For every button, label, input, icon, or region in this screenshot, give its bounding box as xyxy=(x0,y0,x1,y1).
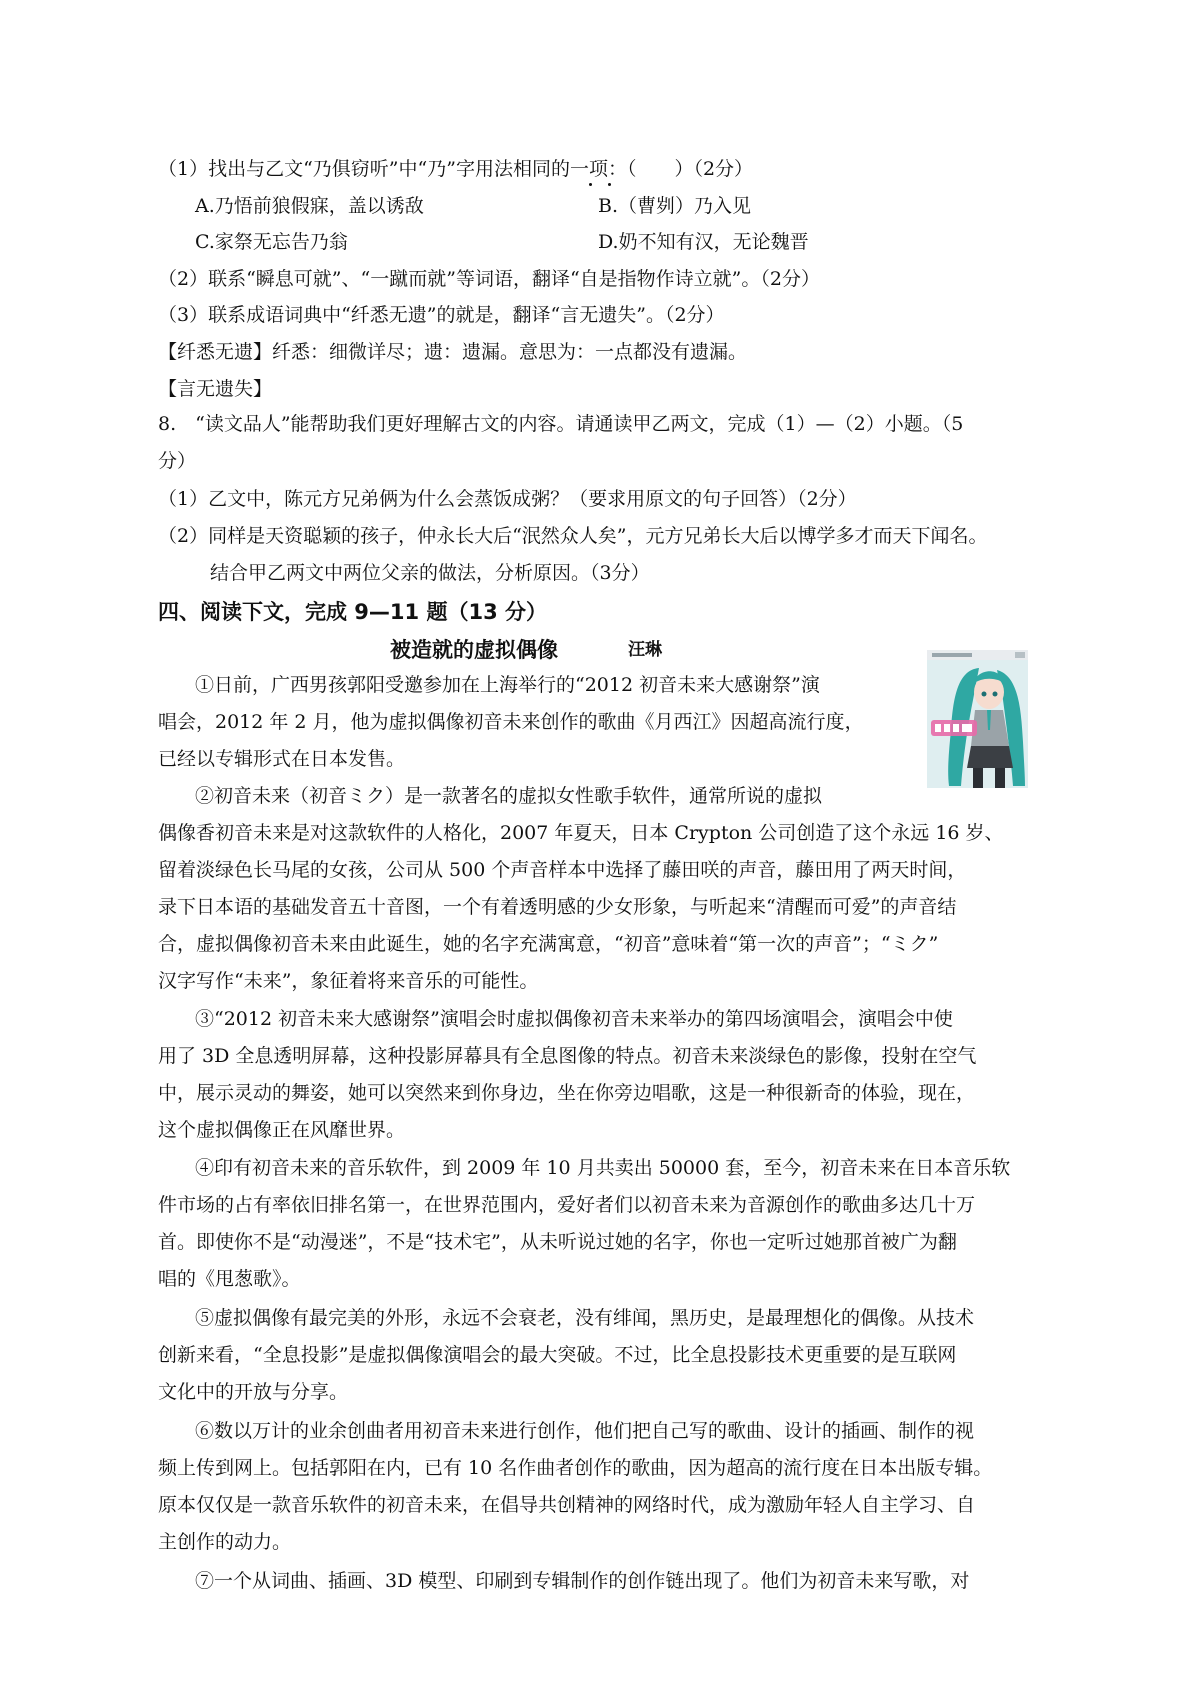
question-7-2: （2）联系“瞬息可就”、“一蹴而就”等词语，翻译“自是指物作诗立就”。（2分） xyxy=(158,268,820,290)
article-line: 录下日本语的基础发音五十音图，一个有着透明感的少女形象，与听起来“清醒而可爱”的声音结 xyxy=(158,896,957,918)
article-line: 唱的《甩葱歌》。 xyxy=(158,1268,301,1290)
article-line: ④印有初音未来的音乐软件，到 2009 年 10 月共卖出 50000 套，至今，初音未来在日本音乐软 xyxy=(195,1157,1011,1179)
article-line: ⑥数以万计的业余创曲者用初音未来进行创作，他们把自己写的歌曲、设计的插画、制作的视 xyxy=(195,1420,975,1442)
emphasis-dot xyxy=(589,183,592,186)
article-line: 偶像香初音未来是对这款软件的人格化，2007 年夏天，日本 Crypton 公司创造了这个永远 16 岁、 xyxy=(158,822,1004,844)
article-line: ⑦一个从词曲、插画、3D 模型、印刷到专辑制作的创作链出现了。他们为初音未来写歌，对 xyxy=(195,1570,970,1592)
article-line: 文化中的开放与分享。 xyxy=(158,1381,349,1403)
article-line: 已经以专辑形式在日本发售。 xyxy=(158,748,406,770)
question-8-1: （1）乙文中，陈元方兄弟俩为什么会蒸饭成粥？（要求用原文的句子回答）（2分） xyxy=(158,488,857,510)
question-8-2: （2）同样是天资聪颖的孩子，仲永长大后“泯然众人矣”，元方兄弟长大后以博学多才而天下闻名。 xyxy=(158,525,988,547)
article-line: 创新来看，“全息投影”是虚拟偶像演唱会的最大突破。不过，比全息投影技术更重要的是互联网 xyxy=(158,1344,957,1366)
question-8-stem-cont: 分） xyxy=(158,450,197,472)
article-line: 合，虚拟偶像初音未来由此诞生，她的名字充满寓意，“初音”意味着“第一次的声音”；“ミク” xyxy=(158,933,939,955)
article-line: ③“2012 初音未来大感谢祭”演唱会时虚拟偶像初音未来举办的第四场演唱会，演唱会中使 xyxy=(195,1008,953,1030)
article-author: 汪琳 xyxy=(628,640,662,660)
answer-label: 【言无遗失】 xyxy=(158,378,273,400)
article-title: 被造就的虚拟偶像 xyxy=(390,638,558,662)
question-7-1: （1）找出与乙文“乃俱窃听”中“乃”字用法相同的一项：（ ）（2分） xyxy=(158,158,754,180)
article-line: 这个虚拟偶像正在风靡世界。 xyxy=(158,1119,406,1141)
option-a: A.乃悟前狼假寐，盖以诱敌 xyxy=(195,195,424,217)
article-line: 用了 3D 全息透明屏幕，这种投影屏幕具有全息图像的特点。初音未来淡绿色的影像，投射在空气 xyxy=(158,1045,977,1067)
section-heading: 四、阅读下文，完成 9—11 题（13 分） xyxy=(158,600,547,624)
option-b: B.（曹刿）乃入见 xyxy=(598,195,752,217)
article-line: ①日前，广西男孩郭阳受邀参加在上海举行的“2012 初音未来大感谢祭”演 xyxy=(195,674,820,696)
article-line: 留着淡绿色长马尾的女孩，公司从 500 个声音样本中选择了藤田咲的声音，藤田用了两天时间， xyxy=(158,859,967,881)
question-8-2-cont: 结合甲乙两文中两位父亲的做法，分析原因。（3分） xyxy=(210,562,650,584)
article-line: 件市场的占有率依旧排名第一，在世界范围内，爱好者们以初音未来为音源创作的歌曲多达几十万 xyxy=(158,1194,976,1216)
article-line: 唱会，2012 年 2 月，他为虚拟偶像初音未来创作的歌曲《月西江》因超高流行度， xyxy=(158,711,864,733)
article-line: ⑤虚拟偶像有最完美的外形，永远不会衰老，没有绯闻，黑历史，是最理想化的偶像。从技术 xyxy=(195,1307,975,1329)
vocaloid-cover-image xyxy=(927,650,1028,788)
question-8-stem: 8. “读文品人”能帮助我们更好理解古文的内容。请通读甲乙两文，完成（1）—（2）小题。（5 xyxy=(158,413,964,435)
option-c: C.家祭无忘告乃翁 xyxy=(195,231,348,253)
article-line: 频上传到网上。包括郭阳在内，已有 10 名作曲者创作的歌曲，因为超高的流行度在日本出版专辑。 xyxy=(158,1457,993,1479)
question-7-3: （3）联系成语词典中“纤悉无遗”的就是，翻译“言无遗失”。（2分） xyxy=(158,304,725,326)
article-line: ②初音未来（初音ミク）是一款著名的虚拟女性歌手软件，通常所说的虚拟 xyxy=(195,785,823,807)
article-line: 汉字写作“未来”，象征着将来音乐的可能性。 xyxy=(158,970,539,992)
article-line: 主创作的动力。 xyxy=(158,1531,292,1553)
article-line: 中，展示灵动的舞姿，她可以突然来到你身边，坐在你旁边唱歌，这是一种很新奇的体验，现在， xyxy=(158,1082,976,1104)
option-d: D.奶不知有汉，无论魏晋 xyxy=(598,231,809,253)
article-line: 原本仅仅是一款音乐软件的初音未来，在倡导共创精神的网络时代，成为激励年轻人自主学习、自 xyxy=(158,1494,976,1516)
article-line: 首。即使你不是“动漫迷”，不是“技术宅”，从未听说过她的名字，你也一定听过她那首被广为翻 xyxy=(158,1231,957,1253)
emphasis-dot xyxy=(608,183,611,186)
dictionary-entry: 【纤悉无遗】纤悉：细微详尽；遗：遗漏。意思为：一点都没有遗漏。 xyxy=(158,341,748,363)
